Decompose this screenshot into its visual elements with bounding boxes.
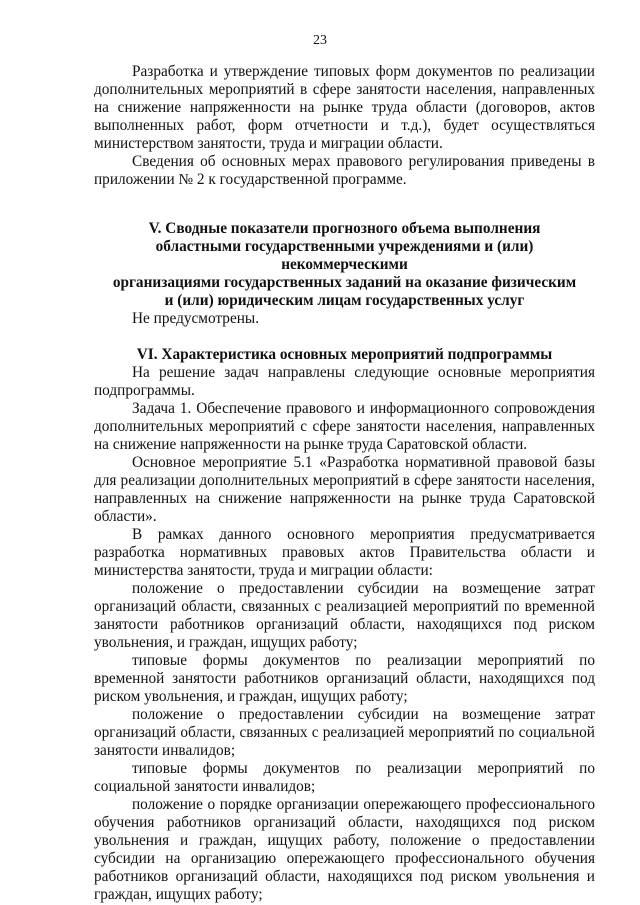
section-5-heading-line: V. Сводные показатели прогнозного объема выполнения xyxy=(148,220,541,237)
section-5-heading-line: организациями государственных заданий на оказание физическим xyxy=(112,274,577,291)
section-6-paragraph: типовые формы документов по реализации мероприятий по временной занятости работников организаций области, находящихся под риском увольнения, и граждан, ищущих работу; xyxy=(94,652,595,705)
section-6-paragraph: положение о предоставлении субсидии на возмещение затрат организаций области, связанных с реализацией мероприятий по социальной занятости инвалидов; xyxy=(94,706,595,759)
section-5-heading xyxy=(94,220,595,310)
page-content xyxy=(94,63,595,904)
section-6-paragraph: На решение задач направлены следующие основные мероприятия подпрограммы. xyxy=(94,364,595,399)
section-6-paragraph: В рамках данного основного мероприятия предусматривается разработка нормативных правовых актов Правительства области и министерства занятости, труда и миграции области: xyxy=(94,526,595,579)
section-5-text: Не предусмотрены. xyxy=(132,310,260,327)
spacer xyxy=(94,189,595,207)
spacer xyxy=(94,207,595,220)
paragraph-legal-regulation-reference: Сведения об основных мерах правового регулирования приведены в приложении № 2 к государственной программе. xyxy=(94,153,595,188)
section-5-heading-line: областными государственными учреждениями и (или) некоммерческими xyxy=(155,238,534,273)
section-6-paragraph: типовые формы документов по реализации мероприятий по социальной занятости инвалидов; xyxy=(94,760,595,795)
paragraph-typical-forms-development: Разработка и утверждение типовых форм документов по реализации дополнительных мероприятий в сфере занятости населения, направленных на снижение напряженности на рынке труда области (договоров, актов выполненных работ, форм отчетности и т.д.), будет осуществляться министерством занятости, труда и миграции области. xyxy=(94,63,595,152)
section-6-paragraph: положение о предоставлении субсидии на возмещение затрат организаций области, связанных с реализацией мероприятий по временной занятости работников организаций области, находящихся под риском увольнения, и граждан, ищущих работу; xyxy=(94,580,595,651)
spacer xyxy=(94,328,595,346)
section-6-paragraph: Основное мероприятие 5.1 «Разработка нормативной правовой базы для реализации дополнительных мероприятий в сфере занятости населения, направленных на снижение напряженности на рынке труда Саратовской области». xyxy=(94,454,595,525)
section-6-paragraph: Задача 1. Обеспечение правового и информационного сопровождения дополнительных мероприятий с сфере занятости населения, направленных на снижение напряженности на рынке труда Саратовской области. xyxy=(94,400,595,453)
page-number: 23 xyxy=(313,33,327,48)
section-6-heading: VI. Характеристика основных мероприятий подпрограммы xyxy=(136,346,553,363)
section-5-heading-line: и (или) юридическим лицам государственных услуг xyxy=(164,292,525,309)
section-6-paragraph: положение о порядке организации опережающего профессионального обучения работников организаций области, находящихся под риском увольнения и граждан, ищущих работу, положение о предоставлении субсидии на организацию опережающего профессионального обучения работников организаций области, находящихся под риском увольнения и граждан, ищущих работу; xyxy=(94,796,595,903)
